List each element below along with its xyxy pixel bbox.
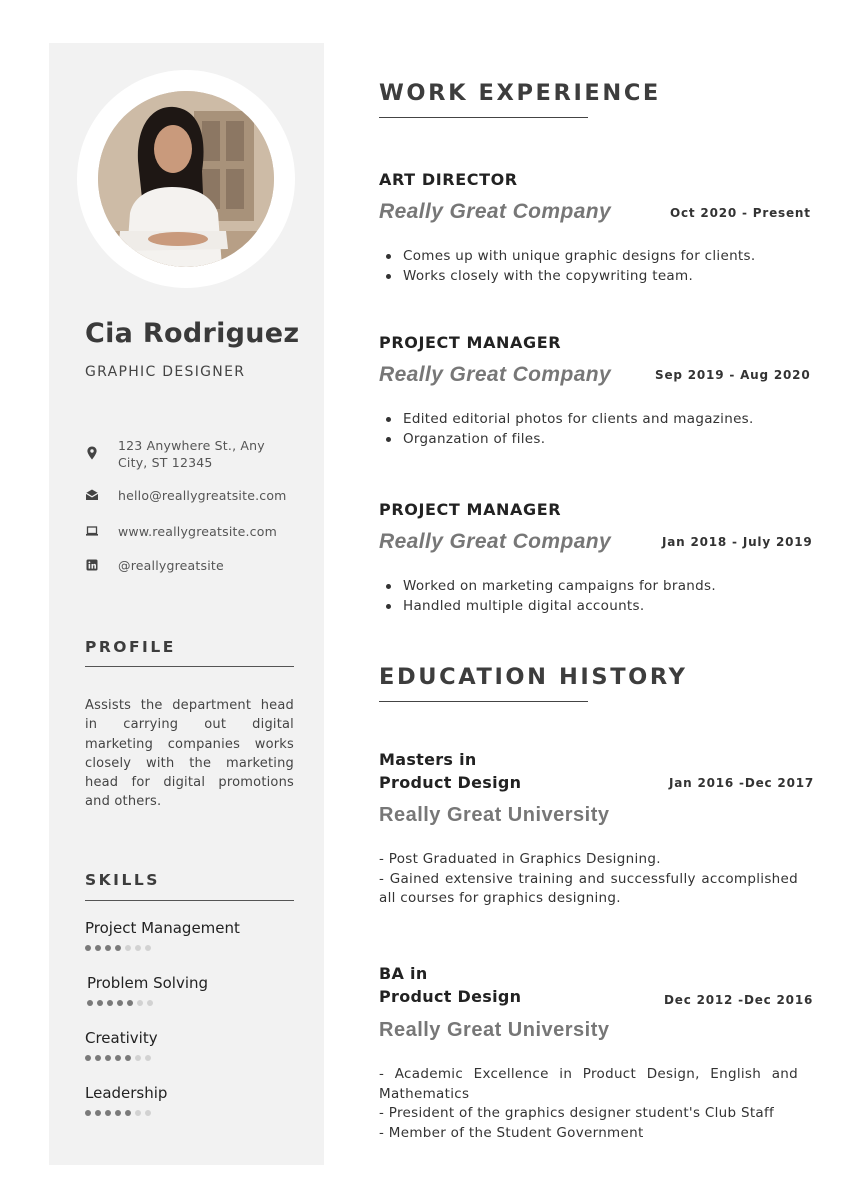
job-title: PROJECT MANAGER xyxy=(379,333,562,352)
profile-heading: PROFILE xyxy=(85,638,176,656)
skill-dot-filled xyxy=(97,1000,103,1006)
skill-dot-filled xyxy=(105,945,111,951)
degree-line: Product Design xyxy=(379,987,522,1006)
degree-title xyxy=(379,962,599,1008)
degree-notes xyxy=(379,850,798,909)
job-title: PROJECT MANAGER xyxy=(379,500,562,519)
laptop-icon xyxy=(85,524,99,538)
job-bullet: Comes up with unique graphic designs for clients. xyxy=(379,246,799,266)
envelope-icon xyxy=(85,488,99,502)
linkedin-icon xyxy=(85,558,99,572)
school-name: Really Great University xyxy=(379,1019,610,1041)
degree-title xyxy=(379,748,599,794)
job-dates: Oct 2020 - Present xyxy=(670,206,811,220)
candidate-name: Cia Rodriguez xyxy=(85,318,300,349)
work-divider xyxy=(379,117,588,118)
skill-dot-empty xyxy=(145,1055,151,1061)
skill-dot-empty xyxy=(145,945,151,951)
contact-email-text[interactable]: hello@reallygreatsite.com xyxy=(118,488,287,503)
skill-dot-filled xyxy=(95,945,101,951)
job-company: Really Great Company xyxy=(379,530,612,553)
skill-label: Creativity xyxy=(85,1029,158,1047)
skill-dot-filled xyxy=(115,1055,121,1061)
skill-dot-empty xyxy=(125,945,131,951)
skill-dot-filled xyxy=(105,1055,111,1061)
job-company: Really Great Company xyxy=(379,363,612,386)
job-title: ART DIRECTOR xyxy=(379,170,518,189)
job-bullet: Handled multiple digital accounts. xyxy=(379,596,799,616)
location-pin-icon xyxy=(85,446,99,460)
job-dates: Sep 2019 - Aug 2020 xyxy=(655,368,811,382)
skill-rating xyxy=(85,1110,155,1118)
degree-note: - Member of the Student Government xyxy=(379,1124,644,1141)
job-dates: Jan 2018 - July 2019 xyxy=(662,535,813,549)
school-name: Really Great University xyxy=(379,804,610,826)
contact-website-text[interactable]: www.reallygreatsite.com xyxy=(118,524,277,539)
profile-photo xyxy=(98,91,274,267)
skill-label: Problem Solving xyxy=(87,974,209,992)
skill-dot-empty xyxy=(135,1055,141,1061)
job-bullets xyxy=(379,576,799,616)
skill-dot-filled xyxy=(117,1000,123,1006)
job-bullets xyxy=(379,409,799,449)
skill-dot-filled xyxy=(107,1000,113,1006)
skill-dot-filled xyxy=(87,1000,93,1006)
skill-dot-filled xyxy=(115,945,121,951)
job-bullet: Edited editorial photos for clients and magazines. xyxy=(379,409,799,429)
skills-divider xyxy=(85,900,294,901)
skill-rating xyxy=(85,1055,155,1063)
work-experience-heading: WORK EXPERIENCE xyxy=(379,80,661,106)
profile-summary: Assists the department head in carrying out digital marketing companies works closely with the marketing head for digital promotions and others. xyxy=(85,698,294,810)
education-heading: EDUCATION HISTORY xyxy=(379,664,688,690)
skill-rating xyxy=(85,945,155,953)
skill-dot-filled xyxy=(85,1110,91,1116)
contact-address-text: 123 Anywhere St., Any City, ST 12345 xyxy=(118,438,265,470)
skill-dot-empty xyxy=(135,945,141,951)
degree-line: Product Design xyxy=(379,773,522,792)
candidate-role: GRAPHIC DESIGNER xyxy=(85,364,246,380)
degree-line: Masters in xyxy=(379,750,477,769)
skill-dot-filled xyxy=(85,1055,91,1061)
job-company: Really Great Company xyxy=(379,200,612,223)
skill-dot-filled xyxy=(95,1055,101,1061)
education-divider xyxy=(379,701,588,702)
skill-dot-empty xyxy=(145,1110,151,1116)
skill-dot-filled xyxy=(105,1110,111,1116)
degree-note: - Gained extensive training and successfully accomplished all courses for graphics designing. xyxy=(379,870,798,906)
job-bullet: Organzation of files. xyxy=(379,429,799,449)
skill-dot-filled xyxy=(125,1110,131,1116)
contact-social-text[interactable]: @reallygreatsite xyxy=(118,558,224,573)
skill-dot-filled xyxy=(127,1000,133,1006)
degree-notes xyxy=(379,1065,798,1143)
skill-rating xyxy=(87,1000,157,1008)
degree-line: BA in xyxy=(379,964,428,983)
skills-heading: SKILLS xyxy=(85,871,160,889)
degree-note: - Post Graduated in Graphics Designing. xyxy=(379,851,661,867)
skill-dot-filled xyxy=(125,1055,131,1061)
job-bullet: Worked on marketing campaigns for brands. xyxy=(379,576,799,596)
degree-dates: Dec 2012 -Dec 2016 xyxy=(664,993,814,1007)
skill-dot-empty xyxy=(135,1110,141,1116)
profile-divider xyxy=(85,666,294,667)
skill-label: Project Management xyxy=(85,919,240,937)
skill-dot-empty xyxy=(147,1000,153,1006)
skill-label: Leadership xyxy=(85,1084,168,1102)
skill-dot-empty xyxy=(137,1000,143,1006)
skill-dot-filled xyxy=(115,1110,121,1116)
degree-note: - President of the graphics designer student's Club Staff xyxy=(379,1105,775,1121)
skill-dot-filled xyxy=(95,1110,101,1116)
job-bullets xyxy=(379,246,799,286)
skill-dot-filled xyxy=(85,945,91,951)
degree-note: - Academic Excellence in Product Design, English and Mathematics xyxy=(379,1066,798,1102)
job-bullet: Works closely with the copywriting team. xyxy=(379,266,799,286)
degree-dates: Jan 2016 -Dec 2017 xyxy=(669,776,815,790)
